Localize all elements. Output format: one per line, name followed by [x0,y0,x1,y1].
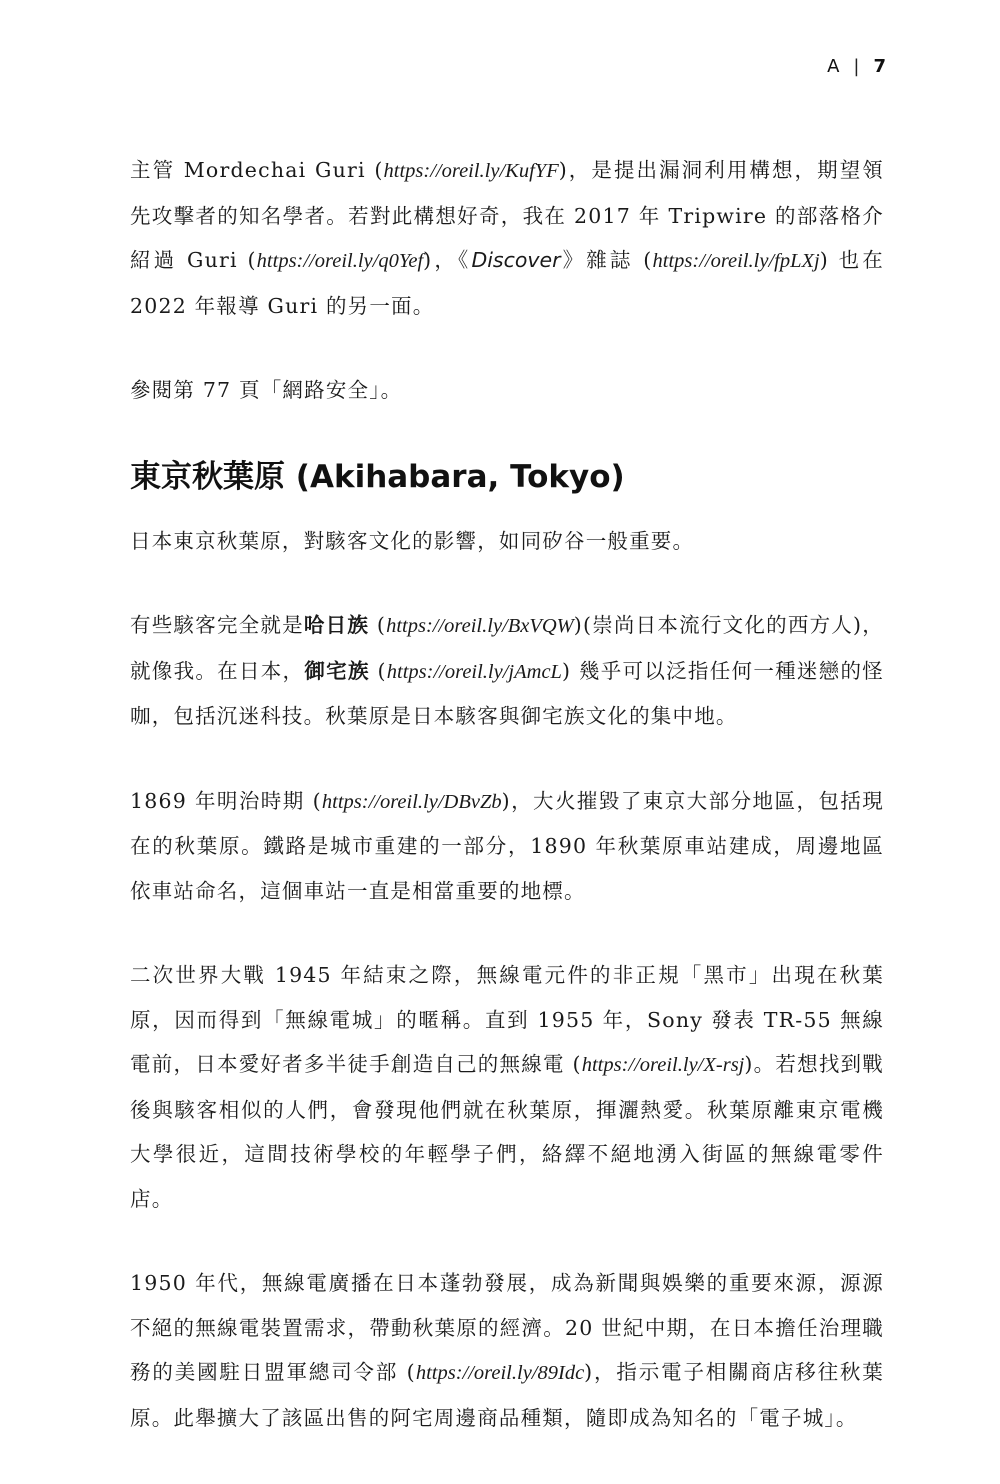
link-bxvqw[interactable]: https://oreil.ly/BxVQW [386,615,574,637]
link-fplxj[interactable]: https://oreil.ly/fpLXj [652,250,820,272]
link-x-rsj[interactable]: https://oreil.ly/X-rsj [581,1054,745,1076]
page-body [130,148,884,1480]
magazine-title: Discover [471,248,561,272]
page-number: 7 [873,56,886,77]
running-header [827,56,886,77]
link-q0yef[interactable]: https://oreil.ly/q0Yef [256,250,424,272]
term-weeaboo: 哈日族 [303,613,370,637]
paragraph-intro: 日本東京秋葉原，對駭客文化的影響，如同矽谷一般重要。 [130,528,695,553]
paragraph-guri: 主管 Mordechai Guri (https://oreil.ly/KufYF)，是提出漏洞利用構想，期望領先攻擊者的知名學者。若對此構想好奇，我在 2017 年 Tripwire 的部落格介紹過 Guri (https://oreil.ly/q0Yef)，《Discover》雜誌 (https://oreil.ly/fpLXj) 也在 2022 年報導 Guri 的另一面。 [130,158,884,318]
header-separator: | [853,56,860,77]
paragraph-meiji: 1869 年明治時期 (https://oreil.ly/DBvZb)，大火摧毀了東京大部分地區，包括現在的秋葉原。鐵路是城市重建的一部分，1890 年秋葉原車站建成，周邊地區依車站命名，這個車站一直是相當重要的地標。 [130,788,884,903]
paragraph-otaku: 有些駭客完全就是哈日族 (https://oreil.ly/BxVQW)(崇尚日本流行文化的西方人)，就像我。在日本，御宅族 (https://oreil.ly/jAmcL) 幾乎可以泛指任何一種迷戀的怪咖，包括沉迷科技。秋葉原是日本駭客與御宅族文化的集中地。 [130,613,884,728]
section-heading: 東京秋葉原 (Akihabara, Tokyo) [130,458,625,495]
term-otaku: 御宅族 [304,658,370,683]
paragraph-electric-town: 1950 年代，無線電廣播在日本蓬勃發展，成為新聞與娛樂的重要來源，源源不絕的無線電裝置需求，帶動秋葉原的經濟。20 世紀中期，在日本擔任治理職務的美國駐日盟軍總司令部 (https://oreil.ly/89Idc)，指示電子相關商店移往秋葉原。此舉擴大了該區出售的阿宅周邊商品種類，隨即成為知名的「電子城」。 [130,1271,884,1430]
see-also-note: 參閱第 77 頁「網路安全」。 [130,378,403,402]
link-dbvzb[interactable]: https://oreil.ly/DBvZb [321,790,502,813]
link-89idc[interactable]: https://oreil.ly/89Idc [415,1362,585,1384]
paragraph-radio-town: 二次世界大戰 1945 年結束之際，無線電元件的非正規「黑市」出現在秋葉原，因而得到「無線電城」的暱稱。直到 1955 年，Sony 發表 TR-55 無線電前，日本愛好者多半徒手創造自己的無線電 (https://oreil.ly/X-rsj)。若想找到戰後與駭客相似的人們，會發現他們就在秋葉原，揮灑熱愛。秋葉原離東京電機大學很近，這間技術學校的年輕學子們，絡繹不絕地湧入街區的無線電零件店。 [130,963,884,1211]
link-kufyf[interactable]: https://oreil.ly/KufYF [383,160,559,182]
section-letter: A [827,56,840,77]
link-jamcl[interactable]: https://oreil.ly/jAmcL [386,660,562,683]
